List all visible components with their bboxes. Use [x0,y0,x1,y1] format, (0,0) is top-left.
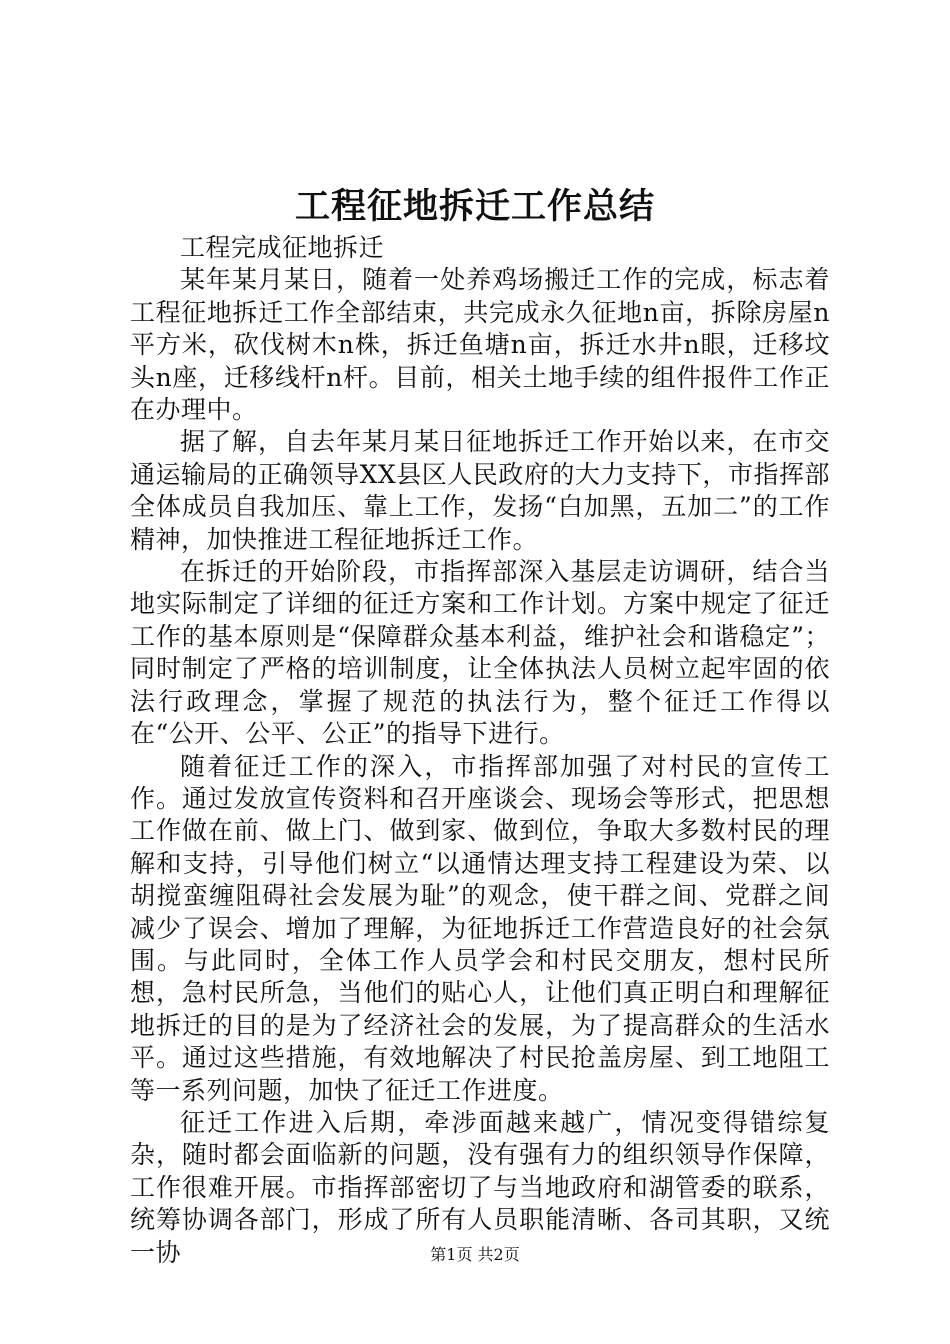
paragraph: 某年某月某日，随着一处养鸡场搬迁工作的完成，标志着工程征地拆迁工作全部结束，共完成永久征地n亩，拆除房屋n平方米，砍伐树木n株，拆迁鱼塘n亩，拆迁水井n眼，迁移坟头n座，迁移线杆n杆。目前，相关土地手续的组件报件工作正在办理中。 [130,265,830,425]
paragraph: 随着征迁工作的深入，市指挥部加强了对村民的宣传工作。通过发放宣传资料和召开座谈会、现场会等形式，把思想工作做在前、做上门、做到家、做到位，争取大多数村民的理解和支持，引导他们树立“以通情达理支持工程建设为荣、以胡搅蛮缠阻碍社会发展为耻”的观念，使干群之间、党群之间减少了误会、增加了理解，为征地拆迁工作营造良好的社会氛围。与此同时，全体工作人员学会和村民交朋友，想村民所想，急村民所急，当他们的贴心人，让他们真正明白和理解征地拆迁的目的是为了经济社会的发展，为了提高群众的生活水平。通过这些措施，有效地解决了村民抢盖房屋、到工地阻工等一系列问题，加快了征迁工作进度。 [130,751,830,1105]
page-footer: 第1页 共2页 [430,1245,520,1264]
document-title: 工程征地拆迁工作总结 [294,186,655,227]
document-body [130,232,830,1269]
paragraph: 征迁工作进入后期，牵涉面越来越广，情况变得错综复杂，随时都会面临新的问题，没有强有力的组织领导作保障，工作很难开展。市指挥部密切了与当地政府和湖管委的联系，统筹协调各部门，形成了所有人员职能清晰、各司其职，又统一协 [130,1107,830,1267]
paragraph: 在拆迁的开始阶段，市指挥部深入基层走访调研，结合当地实际制定了详细的征迁方案和工作计划。方案中规定了征迁工作的基本原则是“保障群众基本利益，维护社会和谐稳定”；同时制定了严格的培训制度，让全体执法人员树立起牢固的依法行政理念，掌握了规范的执法行为，整个征迁工作得以在“公开、公平、公正”的指导下进行。 [130,557,830,749]
paragraph: 据了解，自去年某月某日征地拆迁工作开始以来，在市交通运输局的正确领导XX县区人民政府的大力支持下，市指挥部全体成员自我加压、靠上工作，发扬“白加黑，五加二”的工作精神，加快推进工程征地拆迁工作。 [130,427,830,554]
paragraph: 工程完成征地拆迁 [180,233,385,262]
